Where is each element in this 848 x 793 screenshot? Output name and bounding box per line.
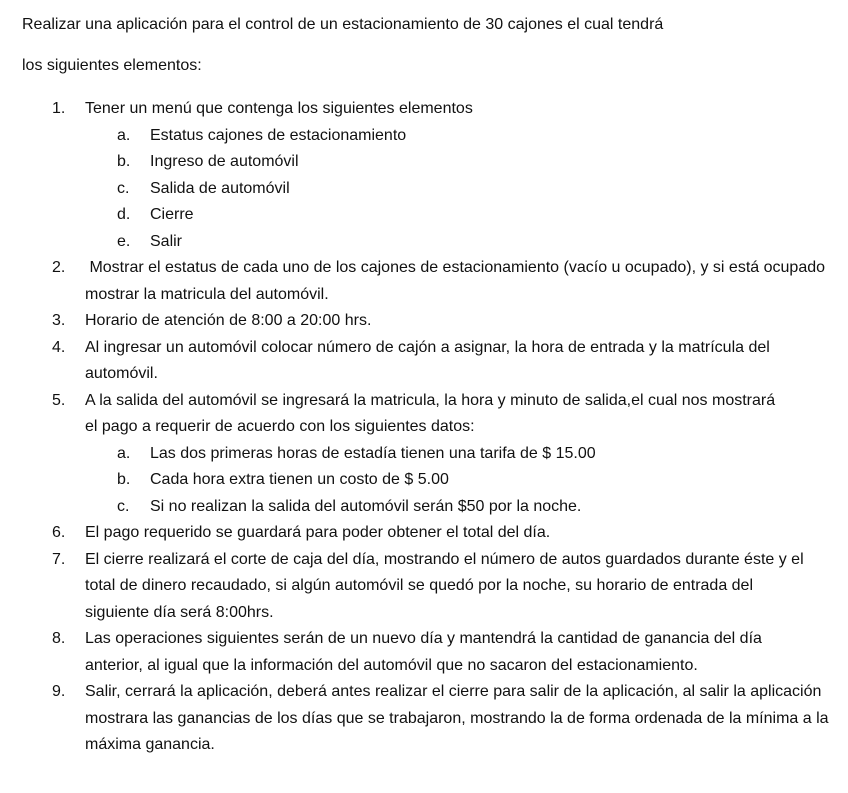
item-text: Tener un menú que contenga los siguientes elementos xyxy=(85,100,473,117)
item-text: Horario de atención de 8:00 a 20:00 hrs. xyxy=(85,312,372,329)
sub-item-a xyxy=(85,123,848,150)
sub-item-d xyxy=(85,202,848,229)
list-item-8 xyxy=(0,626,848,679)
item-number: 8. xyxy=(52,630,66,647)
sub-item-label: a. xyxy=(117,444,131,462)
sub-item-a xyxy=(85,441,848,468)
list-item-1 xyxy=(0,96,848,255)
sub-item-c xyxy=(85,494,848,521)
sub-item-b xyxy=(85,467,848,494)
requirements-list xyxy=(0,96,848,759)
sub-item-label: a. xyxy=(117,126,131,144)
sub-item-label: b. xyxy=(117,471,131,488)
item-number: 2. xyxy=(52,259,66,276)
sub-item-text: Cada hora extra tienen un costo de $ 5.00 xyxy=(150,471,449,488)
tariff-sublist xyxy=(85,441,848,521)
sub-item-c xyxy=(85,176,848,203)
item-number: 6. xyxy=(52,524,66,541)
sub-item-text: Ingreso de automóvil xyxy=(150,153,299,170)
item-number: 3. xyxy=(52,312,66,329)
list-item-5 xyxy=(0,388,848,521)
menu-sublist xyxy=(85,123,848,256)
item-text: Mostrar el estatus de cada uno de los cajones de estacionamiento (vacío u ocupado), y si está ocupado mostrar la matricula del automóvil. xyxy=(85,259,830,303)
item-text: El cierre realizará el corte de caja del día, mostrando el número de autos guardados durante éste y el total de dinero recaudado, si algún automóvil se quedó por la noche, su horario de entrada del siguiente día será 8:00hrs. xyxy=(85,550,804,621)
sub-item-text: Cierre xyxy=(150,206,194,223)
sub-item-label: d. xyxy=(117,206,131,223)
list-item-9 xyxy=(0,679,848,759)
sub-item-b xyxy=(85,149,848,176)
intro-line-2: los siguientes elementos: xyxy=(22,57,202,74)
item-number: 7. xyxy=(52,550,66,568)
sub-item-text: Si no realizan la salida del automóvil serán $50 por la noche. xyxy=(150,497,582,515)
item-text: Salir, cerrará la aplicación, deberá antes realizar el cierre para salir de la aplicación, al salir la aplicación mostrara las ganancias de los días que se trabajaron, mostrando la de forma ordenada de la mínima a la máxima ganancia. xyxy=(85,683,829,753)
sub-item-label: e. xyxy=(117,232,131,250)
sub-item-text: Salir xyxy=(150,232,183,250)
item-number: 5. xyxy=(52,391,66,409)
sub-item-text: Salida de automóvil xyxy=(150,179,290,197)
sub-item-text: Estatus cajones de estacionamiento xyxy=(150,126,407,144)
item-number: 4. xyxy=(52,338,66,356)
item-number: 1. xyxy=(52,100,66,117)
list-item-3 xyxy=(0,308,848,335)
item-text: El pago requerido se guardará para poder obtener el total del día. xyxy=(85,524,551,541)
item-text: A la salida del automóvil se ingresará la matricula, la hora y minuto de salida,el cual nos mostrará el pago a requerir de acuerdo con los siguientes datos: xyxy=(85,391,776,435)
list-item-2 xyxy=(0,255,848,308)
item-number: 9. xyxy=(52,683,66,700)
item-text: Las operaciones siguientes serán de un nuevo día y mantendrá la cantidad de ganancia del día anterior, al igual que la información del automóvil que no sacaron del estacionamiento. xyxy=(85,630,762,674)
sub-item-e xyxy=(85,229,848,256)
sub-item-text: Las dos primeras horas de estadía tienen una tarifa de $ 15.00 xyxy=(150,444,596,462)
sub-item-label: c. xyxy=(117,497,130,515)
sub-item-label: c. xyxy=(117,179,130,197)
sub-item-label: b. xyxy=(117,153,131,170)
list-item-6 xyxy=(0,520,848,547)
intro-line-1: Realizar una aplicación para el control de un estacionamiento de 30 cajones el cual tendrá xyxy=(22,16,664,33)
list-item-4 xyxy=(0,335,848,388)
list-item-7 xyxy=(0,547,848,627)
item-text: Al ingresar un automóvil colocar número de cajón a asignar, la hora de entrada y la matrícula del automóvil. xyxy=(85,338,770,382)
